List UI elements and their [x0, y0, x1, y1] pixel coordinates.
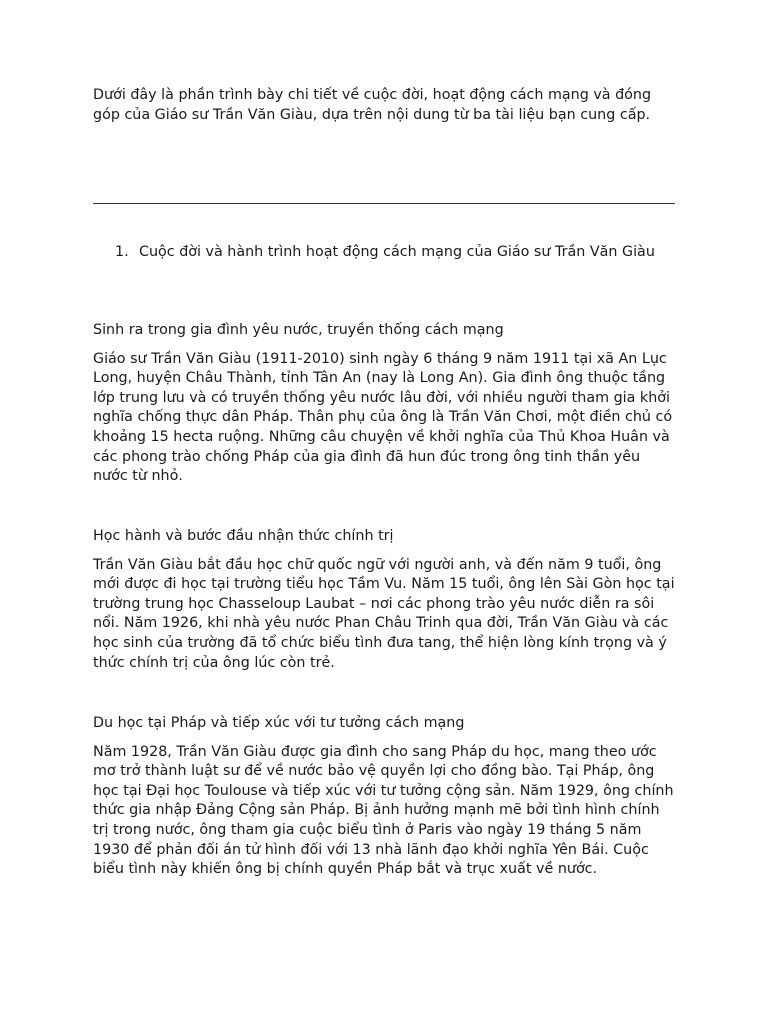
block-france: [93, 714, 678, 880]
block-heading: Học hành và bước đầu nhận thức chính trị: [93, 528, 394, 544]
block-education: [93, 527, 678, 673]
horizontal-divider: [93, 203, 675, 204]
intro-paragraph: Dưới đây là phần trình bày chi tiết về cuộc đời, hoạt động cách mạng và đóng góp của Giáo sư Trần Văn Giàu, dựa trên nội dung từ ba tài liệu bạn cung cấp.: [93, 87, 652, 123]
block-body: Trần Văn Giàu bắt đầu học chữ quốc ngữ với người anh, và đến năm 9 tuổi, ông mới được đi học tại trường tiểu học Tầm Vu. Năm 15 tuổi, ông lên Sài Gòn học tại trường trung học Chasseloup Laubat – nơi các phong trào yêu nước diễn ra sôi nổi. Năm 1926, khi nhà yêu nước Phan Châu Trinh qua đời, Trần Văn Giàu và các học sinh của trường đã tổ chức biểu tình đưa tang, thể hiện lòng kính trọng và ý thức chính trị của ông lúc còn trẻ.: [93, 556, 675, 671]
section-heading: [115, 243, 675, 263]
intro-block: [93, 86, 678, 125]
block-heading: Du học tại Pháp và tiếp xúc với tư tưởng cách mạng: [93, 715, 465, 731]
section-title: Cuộc đời và hành trình hoạt động cách mạng của Giáo sư Trần Văn Giàu: [139, 244, 655, 260]
section-number: 1.: [115, 244, 129, 260]
block-body: Năm 1928, Trần Văn Giàu được gia đình cho sang Pháp du học, mang theo ước mơ trở thành luật sư để về nước bảo vệ quyền lợi cho đồng bào. Tại Pháp, ông học tại Đại học Toulouse và tiếp xúc với tư tưởng cộng sản. Năm 1929, ông chính thức gia nhập Đảng Cộng sản Pháp. Bị ảnh hưởng mạnh mẽ bởi tình hình chính trị trong nước, ông tham gia cuộc biểu tình ở Paris vào ngày 19 tháng 5 năm 1930 để phản đối án tử hình đối với 13 nhà lãnh đạo khởi nghĩa Yên Bái. Cuộc biểu tình này khiến ông bị chính quyền Pháp bắt và trục xuất về nước.: [93, 743, 674, 878]
block-heading: Sinh ra trong gia đình yêu nước, truyền thống cách mạng: [93, 322, 504, 338]
block-body: Giáo sư Trần Văn Giàu (1911-2010) sinh ngày 6 tháng 9 năm 1911 tại xã An Lục Long, huyện Châu Thành, tỉnh Tân An (nay là Long An). Gia đình ông thuộc tầng lớp trung lưu và có truyền thống yêu nước lâu đời, với nhiều người tham gia khởi nghĩa chống thực dân Pháp. Thân phụ của ông là Trần Văn Chơi, một điền chủ có khoảng 15 hecta ruộng. Những câu chuyện về khởi nghĩa của Thủ Khoa Huân và các phong trào chống Pháp của gia đình đã hun đúc trong ông tinh thần yêu nước từ nhỏ.: [93, 350, 673, 485]
block-birth: [93, 321, 678, 487]
